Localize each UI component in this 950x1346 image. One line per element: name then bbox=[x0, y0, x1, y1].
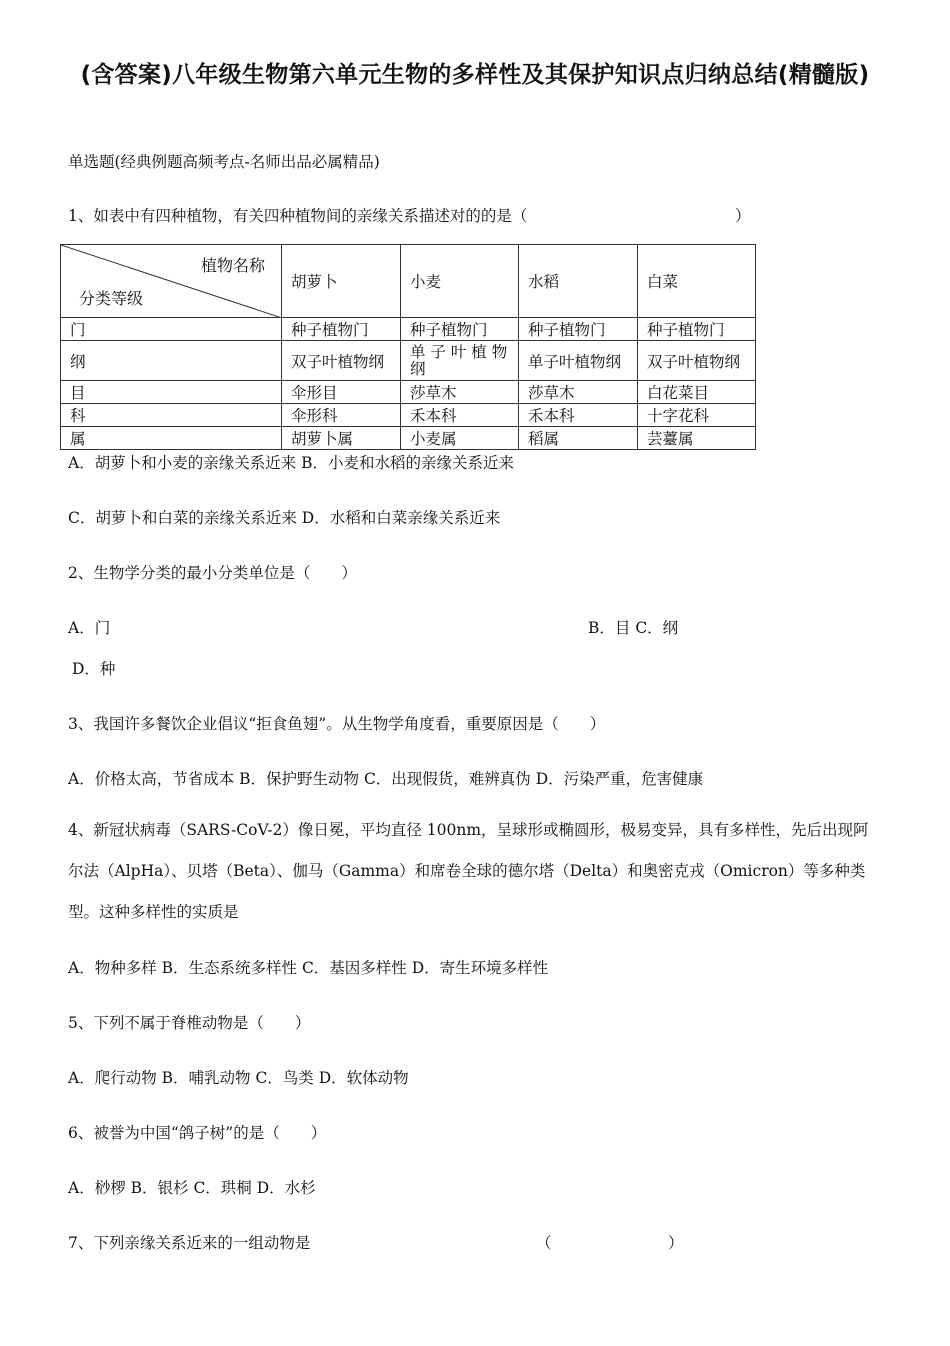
question-2-option-d: D．种 bbox=[72, 660, 116, 678]
rank-cell: 属 bbox=[61, 427, 282, 450]
table-row bbox=[61, 404, 756, 427]
question-3-options: A．价格太高，节省成本 B．保护野生动物 C．出现假货，难辨真伪 D．污染严重，危害健康 bbox=[68, 770, 704, 788]
table-row bbox=[61, 427, 756, 450]
table-cell: 莎草木 bbox=[519, 381, 638, 404]
table-cell: 单子叶植物纲 bbox=[519, 341, 638, 381]
question-4-options: A．物种多样 B．生态系统多样性 C．基因多样性 D．寄生环境多样性 bbox=[68, 959, 549, 977]
rank-cell: 目 bbox=[61, 381, 282, 404]
table-cell: 种子植物门 bbox=[282, 318, 401, 341]
question-2-options-bc: B．目 C．纲 bbox=[588, 619, 679, 637]
table-cell: 种子植物门 bbox=[519, 318, 638, 341]
question-2-stem: 2、生物学分类的最小分类单位是（ ） bbox=[68, 564, 357, 582]
question-1-stem: 1、如表中有四种植物，有关四种植物间的亲缘关系描述对的的是（ bbox=[68, 207, 528, 225]
table-cell: 十字花科 bbox=[638, 404, 756, 427]
rank-cell: 纲 bbox=[61, 341, 282, 381]
corner-rank-label: 分类等级 bbox=[79, 289, 144, 308]
question-6-options: A．桫椤 B．银杉 C．珙桐 D．水杉 bbox=[68, 1179, 316, 1197]
question-7-open-paren: （ bbox=[536, 1234, 552, 1252]
table-cell: 种子植物门 bbox=[401, 318, 519, 341]
table-cell: 莎草木 bbox=[401, 381, 519, 404]
classification-table bbox=[60, 244, 756, 450]
question-1-close-paren: ） bbox=[735, 207, 751, 225]
header-cell: 白菜 bbox=[638, 245, 756, 318]
question-7-close-paren: ） bbox=[668, 1234, 684, 1252]
table-cell: 小麦属 bbox=[401, 427, 519, 450]
table-cell: 种子植物门 bbox=[638, 318, 756, 341]
page-title: (含答案)八年级生物第六单元生物的多样性及其保护知识点归纳总结(精髓版) bbox=[80, 62, 870, 88]
question-6-stem: 6、被誉为中国“鸽子树”的是（ ） bbox=[68, 1124, 327, 1142]
question-7-stem: 7、下列亲缘关系近来的一组动物是 bbox=[68, 1234, 311, 1252]
table-cell: 双子叶植物纲 bbox=[282, 341, 401, 381]
table-row bbox=[61, 341, 756, 381]
table-cell: 单 子 叶 植 物 纲 bbox=[401, 341, 519, 381]
question-1-options-cd: C．胡萝卜和白菜的亲缘关系近来 D．水稻和白菜亲缘关系近来 bbox=[68, 509, 501, 527]
table-cell: 白花菜目 bbox=[638, 381, 756, 404]
table-row bbox=[61, 381, 756, 404]
rank-cell: 科 bbox=[61, 404, 282, 427]
header-cell: 水稻 bbox=[519, 245, 638, 318]
table-cell: 伞形目 bbox=[282, 381, 401, 404]
corner-plant-name-label: 植物名称 bbox=[200, 256, 265, 275]
table-row bbox=[61, 318, 756, 341]
question-4-stem: 4、新冠状病毒（SARS-CoV-2）像日冕，平均直径 100nm，呈球形或椭圆形，极易变异，具有多样性，先后出现阿尔法（AlpHa）、贝塔（Beta）、伽马（Gamma）和席卷全球的德尔塔（Delta）和奥密克戎（Omicron）等多种类型。这种多样性的实质是 bbox=[68, 821, 869, 921]
section-heading: 单选题(经典例题高频考点-名师出品必属精品) bbox=[68, 153, 380, 171]
rank-cell: 门 bbox=[61, 318, 282, 341]
table-cell: 芸薹属 bbox=[638, 427, 756, 450]
header-cell: 胡萝卜 bbox=[282, 245, 401, 318]
question-1-options-ab: A．胡萝卜和小麦的亲缘关系近来 B．小麦和水稻的亲缘关系近来 bbox=[68, 454, 515, 472]
question-5-options: A．爬行动物 B．哺乳动物 C．鸟类 D．软体动物 bbox=[68, 1069, 409, 1087]
question-3-stem: 3、我国许多餐饮企业倡议“拒食鱼翅”。从生物学角度看，重要原因是（ ） bbox=[68, 715, 606, 733]
header-cell: 小麦 bbox=[401, 245, 519, 318]
question-5-stem: 5、下列不属于脊椎动物是（ ） bbox=[68, 1014, 311, 1032]
table-header-row bbox=[61, 245, 756, 318]
table-corner-cell bbox=[61, 245, 282, 318]
table-cell: 禾本科 bbox=[519, 404, 638, 427]
table-cell: 双子叶植物纲 bbox=[638, 341, 756, 381]
table-cell: 伞形科 bbox=[282, 404, 401, 427]
question-2-option-a: A．门 bbox=[68, 619, 111, 637]
table-cell: 稻属 bbox=[519, 427, 638, 450]
table-cell: 胡萝卜属 bbox=[282, 427, 401, 450]
table-cell: 禾本科 bbox=[401, 404, 519, 427]
